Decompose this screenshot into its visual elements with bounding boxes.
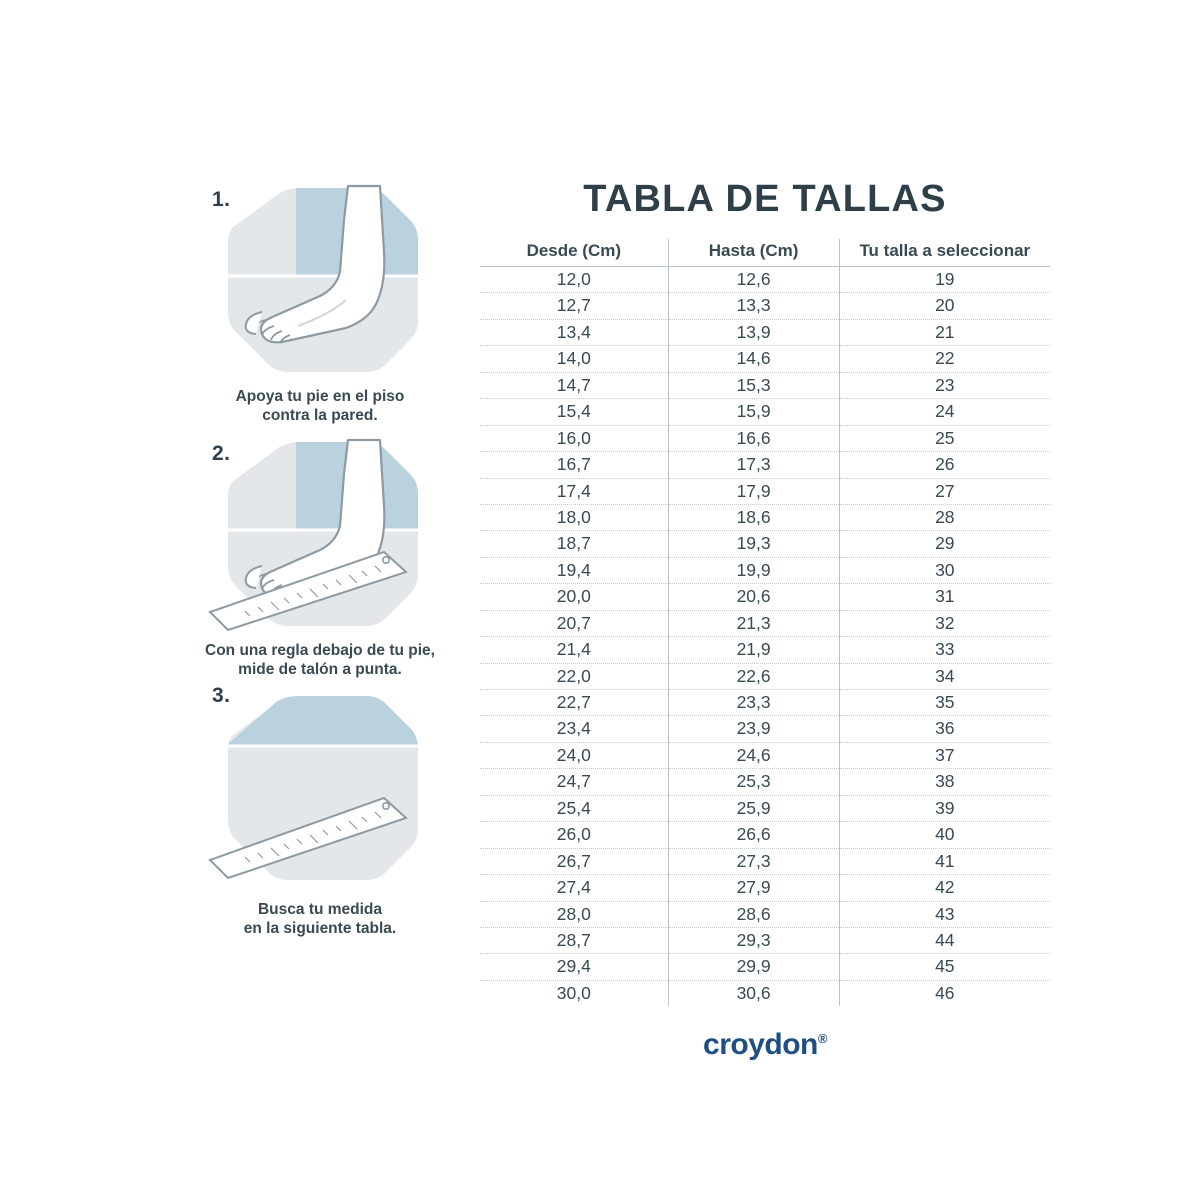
cell-desde: 30,0 — [556, 982, 591, 1003]
page-title: TABLA DE TALLAS — [583, 178, 947, 220]
step-2-number: 2. — [212, 441, 231, 465]
step-3-number: 3. — [212, 683, 231, 707]
cell-hasta: 29,9 — [668, 954, 839, 980]
table-row — [480, 716, 1050, 742]
step-1-caption-line1: Apoya tu pie en el piso — [235, 388, 405, 405]
step-1-caption-line2: contra la pared. — [262, 407, 378, 425]
cell-desde: 24,0 — [480, 742, 668, 768]
cell-talla: 36 — [839, 716, 1050, 742]
cell-hasta: 27,3 — [668, 848, 839, 874]
cell-hasta: 12,6 — [668, 267, 839, 293]
table-row — [480, 822, 1050, 848]
cell-talla: 19 — [839, 267, 1050, 293]
cell-desde: 19,4 — [480, 557, 668, 583]
cell-desde: 18,0 — [480, 504, 668, 530]
brand-logo — [480, 1028, 1050, 1062]
cell-talla: 25 — [839, 425, 1050, 451]
table-row — [480, 663, 1050, 689]
step-3-illustration — [170, 688, 470, 898]
cell-hasta: 22,6 — [668, 663, 839, 689]
cell-desde: 20,0 — [480, 584, 668, 610]
table-row — [480, 742, 1050, 768]
table-row — [480, 531, 1050, 557]
table-row — [480, 901, 1050, 927]
cell-talla: 40 — [839, 822, 1050, 848]
column-header-hasta: Hasta (Cm) — [668, 239, 839, 267]
step-2-caption — [170, 641, 470, 680]
cell-hasta: 23,3 — [668, 690, 839, 716]
table-row — [480, 690, 1050, 716]
cell-desde: 16,0 — [480, 425, 668, 451]
cell-hasta: 17,3 — [668, 452, 839, 478]
registered-mark: ® — [817, 1031, 827, 1047]
table-row — [480, 346, 1050, 372]
cell-desde: 29,4 — [480, 954, 668, 980]
cell-desde: 14,0 — [480, 346, 668, 372]
cell-desde: 23,4 — [480, 716, 668, 742]
cell-hasta: 30,6 — [668, 980, 839, 1006]
cell-desde: 28,7 — [480, 927, 668, 953]
cell-talla: 24 — [839, 399, 1050, 425]
cell-desde: 27,4 — [480, 875, 668, 901]
size-table — [480, 239, 1050, 1006]
cell-talla: 22 — [839, 346, 1050, 372]
table-row — [480, 399, 1050, 425]
cell-hasta: 15,9 — [668, 399, 839, 425]
step-3-caption-line2: en la siguiente tabla. — [243, 919, 397, 937]
cell-talla: 26 — [839, 452, 1050, 478]
cell-hasta: 19,3 — [668, 531, 839, 557]
cell-desde: 20,7 — [480, 610, 668, 636]
table-row — [480, 610, 1050, 636]
brand-name: croydon — [703, 1028, 818, 1062]
cell-desde: 12,7 — [480, 293, 668, 319]
step-1-caption — [170, 387, 470, 426]
table-row — [480, 293, 1050, 319]
table-row — [480, 267, 1050, 293]
table-row — [480, 927, 1050, 953]
column-header-talla: Tu talla a seleccionar — [839, 239, 1050, 267]
cell-talla: 45 — [839, 954, 1050, 980]
table-row — [480, 980, 1050, 1006]
cell-hasta: 17,9 — [668, 478, 839, 504]
table-row — [480, 954, 1050, 980]
cell-desde: 16,7 — [480, 452, 668, 478]
cell-hasta: 27,9 — [668, 875, 839, 901]
cell-talla: 39 — [839, 795, 1050, 821]
step-3-caption-line1: Busca tu medida — [257, 900, 383, 918]
cell-talla: 21 — [839, 319, 1050, 345]
cell-hasta: 21,9 — [668, 637, 839, 663]
step-3-caption — [170, 900, 470, 939]
cell-talla: 29 — [839, 531, 1050, 557]
cell-talla: 23 — [839, 372, 1050, 398]
cell-talla: 30 — [839, 557, 1050, 583]
cell-talla: 20 — [839, 293, 1050, 319]
step-1-number: 1. — [212, 188, 231, 211]
cell-desde: 25,4 — [480, 795, 668, 821]
cell-talla: 27 — [839, 478, 1050, 504]
column-header-desde: Desde (Cm) — [480, 239, 668, 267]
table-row — [480, 848, 1050, 874]
table-row — [480, 875, 1050, 901]
cell-talla: 35 — [839, 690, 1050, 716]
cell-hasta: 18,6 — [668, 504, 839, 530]
cell-hasta: 16,6 — [668, 425, 839, 451]
cell-desde: 13,4 — [480, 319, 668, 345]
cell-hasta: 14,6 — [668, 346, 839, 372]
table-row — [480, 557, 1050, 583]
table-row — [480, 584, 1050, 610]
cell-talla: 28 — [839, 504, 1050, 530]
cell-hasta: 25,9 — [668, 795, 839, 821]
cell-desde: 28,0 — [480, 901, 668, 927]
cell-hasta: 24,6 — [668, 742, 839, 768]
cell-talla: 43 — [839, 901, 1050, 927]
cell-talla: 34 — [839, 663, 1050, 689]
cell-talla: 44 — [839, 927, 1050, 953]
table-row — [480, 795, 1050, 821]
cell-talla: 42 — [839, 875, 1050, 901]
step-1 — [170, 180, 470, 426]
cell-talla: 37 — [839, 742, 1050, 768]
cell-hasta: 15,3 — [668, 372, 839, 398]
cell-talla: 31 — [839, 584, 1050, 610]
table-row — [480, 319, 1050, 345]
table-row — [480, 769, 1050, 795]
table-row — [480, 425, 1050, 451]
cell-talla: 46 — [839, 980, 1050, 1006]
cell-desde: 12,0 — [480, 267, 668, 293]
cell-desde: 24,7 — [480, 769, 668, 795]
cell-hasta: 25,3 — [668, 769, 839, 795]
cell-talla: 32 — [839, 610, 1050, 636]
table-row — [480, 452, 1050, 478]
cell-hasta: 13,9 — [668, 319, 839, 345]
cell-desde: 14,7 — [480, 372, 668, 398]
cell-desde: 15,4 — [480, 399, 668, 425]
cell-hasta: 19,9 — [668, 557, 839, 583]
cell-hasta: 20,6 — [668, 584, 839, 610]
cell-desde: 22,7 — [480, 690, 668, 716]
table-row — [480, 478, 1050, 504]
cell-hasta: 23,9 — [668, 716, 839, 742]
cell-hasta: 29,3 — [668, 927, 839, 953]
cell-hasta: 28,6 — [668, 901, 839, 927]
table-body — [480, 267, 1050, 1007]
step-3 — [170, 683, 470, 939]
cell-desde: 26,0 — [480, 822, 668, 848]
cell-desde: 22,0 — [480, 663, 668, 689]
table-row — [480, 372, 1050, 398]
step-2-caption-line2: mide de talón a punta. — [238, 661, 402, 679]
table-header-row — [480, 239, 1050, 267]
cell-desde: 26,7 — [480, 848, 668, 874]
steps-column — [170, 180, 470, 946]
cell-talla: 38 — [839, 769, 1050, 795]
cell-hasta: 13,3 — [668, 293, 839, 319]
cell-talla: 41 — [839, 848, 1050, 874]
cell-desde: 21,4 — [480, 637, 668, 663]
cell-desde: 17,4 — [480, 478, 668, 504]
cell-hasta: 21,3 — [668, 610, 839, 636]
cell-talla: 33 — [839, 637, 1050, 663]
step-2 — [170, 434, 470, 680]
table-row — [480, 637, 1050, 663]
cell-desde: 18,7 — [480, 531, 668, 557]
cell-hasta: 26,6 — [668, 822, 839, 848]
step-2-caption-line1: Con una regla debajo de tu pie, — [205, 641, 435, 659]
table-row — [480, 504, 1050, 530]
size-table-area — [480, 178, 1050, 1062]
